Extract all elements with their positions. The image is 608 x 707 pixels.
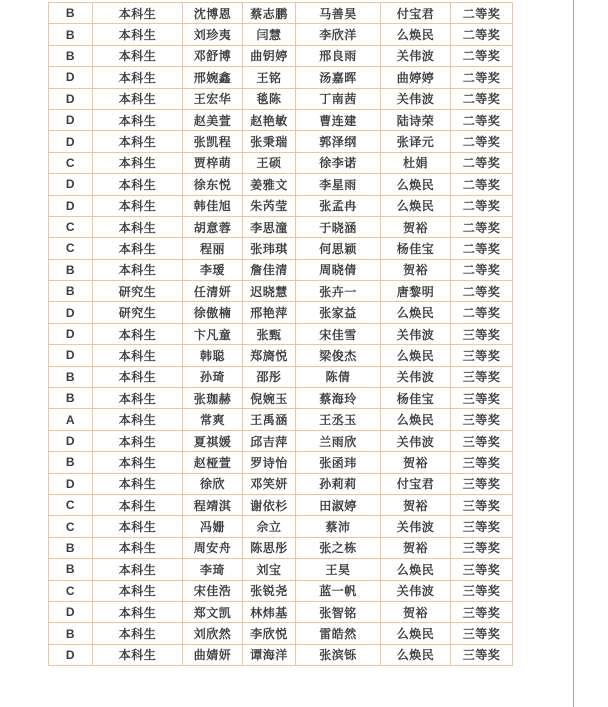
cell-member-1: 王宏华: [183, 88, 243, 109]
cell-award: 三等奖: [451, 366, 513, 387]
cell-member-1: 冯姗: [183, 516, 243, 537]
cell-member-1: 曲婧妍: [183, 644, 243, 665]
cell-advisor: 贺裕: [381, 216, 451, 237]
cell-member-3: 徐李诺: [296, 152, 381, 173]
cell-student-type: 研究生: [93, 281, 183, 302]
cell-member-2: 邢艳萍: [243, 302, 296, 323]
cell-member-1: 任清妍: [183, 281, 243, 302]
table-row: [49, 430, 513, 451]
cell-member-3: 张卉一: [296, 281, 381, 302]
cell-group: D: [49, 195, 93, 216]
cell-member-3: 梁俊杰: [296, 345, 381, 366]
cell-advisor: 贺裕: [381, 537, 451, 558]
cell-member-1: 徐东悦: [183, 174, 243, 195]
cell-award: 二等奖: [451, 195, 513, 216]
cell-member-3: 孙莉莉: [296, 473, 381, 494]
cell-member-2: 姜雅文: [243, 174, 296, 195]
cell-member-3: 蓝一帆: [296, 580, 381, 601]
cell-advisor: 陆诗荣: [381, 109, 451, 130]
cell-member-1: 李瑷: [183, 259, 243, 280]
cell-member-3: 郭泽纲: [296, 131, 381, 152]
cell-member-1: 沈博恩: [183, 3, 243, 24]
table-row: [49, 494, 513, 515]
cell-group: B: [49, 452, 93, 473]
cell-advisor: 贺裕: [381, 452, 451, 473]
cell-student-type: 本科生: [93, 388, 183, 409]
cell-group: C: [49, 216, 93, 237]
cell-member-1: 李琦: [183, 559, 243, 580]
cell-group: B: [49, 281, 93, 302]
cell-student-type: 本科生: [93, 366, 183, 387]
cell-award: 二等奖: [451, 174, 513, 195]
cell-award: 二等奖: [451, 3, 513, 24]
cell-member-3: 蔡海玲: [296, 388, 381, 409]
cell-member-3: 于晓涵: [296, 216, 381, 237]
cell-member-3: 张之栋: [296, 537, 381, 558]
cell-member-2: 李欣悦: [243, 623, 296, 644]
cell-member-1: 张珈赫: [183, 388, 243, 409]
cell-member-3: 王昊: [296, 559, 381, 580]
cell-student-type: 本科生: [93, 323, 183, 344]
cell-award: 二等奖: [451, 281, 513, 302]
cell-advisor: 么焕民: [381, 409, 451, 430]
cell-member-1: 赵美萱: [183, 109, 243, 130]
cell-advisor: 关伟波: [381, 323, 451, 344]
cell-student-type: 本科生: [93, 195, 183, 216]
cell-award: 三等奖: [451, 537, 513, 558]
table-row: [49, 580, 513, 601]
cell-student-type: 本科生: [93, 537, 183, 558]
cell-group: D: [49, 109, 93, 130]
cell-student-type: 本科生: [93, 174, 183, 195]
table-row: [49, 559, 513, 580]
table-row: [49, 516, 513, 537]
cell-student-type: 本科生: [93, 131, 183, 152]
cell-award: 三等奖: [451, 473, 513, 494]
cell-member-1: 赵桠萱: [183, 452, 243, 473]
cell-advisor: 张译元: [381, 131, 451, 152]
cell-member-1: 夏祺媛: [183, 430, 243, 451]
cell-student-type: 本科生: [93, 559, 183, 580]
cell-member-2: 刘宝: [243, 559, 296, 580]
cell-student-type: 本科生: [93, 3, 183, 24]
cell-advisor: 杨佳宝: [381, 388, 451, 409]
cell-award: 三等奖: [451, 409, 513, 430]
cell-award: 二等奖: [451, 238, 513, 259]
cell-award: 三等奖: [451, 494, 513, 515]
cell-member-3: 丁南茜: [296, 88, 381, 109]
cell-award: 二等奖: [451, 88, 513, 109]
table-row: [49, 195, 513, 216]
cell-advisor: 关伟波: [381, 366, 451, 387]
cell-student-type: 本科生: [93, 238, 183, 259]
cell-member-3: 李欣洋: [296, 24, 381, 45]
cell-member-2: 陈思彤: [243, 537, 296, 558]
cell-member-2: 蔡志鹏: [243, 3, 296, 24]
cell-advisor: 么焕民: [381, 559, 451, 580]
cell-student-type: 本科生: [93, 473, 183, 494]
cell-award: 二等奖: [451, 45, 513, 66]
cell-group: C: [49, 494, 93, 515]
cell-award: 三等奖: [451, 345, 513, 366]
cell-member-3: 何思颖: [296, 238, 381, 259]
table-row: [49, 24, 513, 45]
cell-award: 三等奖: [451, 323, 513, 344]
cell-advisor: 杜娟: [381, 152, 451, 173]
cell-group: A: [49, 409, 93, 430]
cell-group: B: [49, 537, 93, 558]
cell-student-type: 本科生: [93, 623, 183, 644]
cell-group: B: [49, 559, 93, 580]
cell-advisor: 关伟波: [381, 45, 451, 66]
cell-member-1: 邓舒博: [183, 45, 243, 66]
cell-member-1: 周安舟: [183, 537, 243, 558]
table-row: [49, 409, 513, 430]
cell-member-1: 郑文凯: [183, 601, 243, 622]
cell-student-type: 本科生: [93, 409, 183, 430]
cell-advisor: 贺裕: [381, 601, 451, 622]
cell-member-3: 周晓倩: [296, 259, 381, 280]
cell-student-type: 本科生: [93, 516, 183, 537]
cell-student-type: 本科生: [93, 45, 183, 66]
cell-member-2: 邵彤: [243, 366, 296, 387]
table-row: [49, 644, 513, 665]
cell-member-3: 蔡沛: [296, 516, 381, 537]
cell-member-1: 邢婉鑫: [183, 67, 243, 88]
table-row: [49, 216, 513, 237]
cell-member-3: 张滨铄: [296, 644, 381, 665]
cell-student-type: 本科生: [93, 259, 183, 280]
cell-member-3: 张家益: [296, 302, 381, 323]
cell-award: 二等奖: [451, 152, 513, 173]
cell-advisor: 关伟波: [381, 88, 451, 109]
cell-advisor: 关伟波: [381, 516, 451, 537]
table-row: [49, 345, 513, 366]
cell-advisor: 么焕民: [381, 24, 451, 45]
cell-award: 二等奖: [451, 302, 513, 323]
cell-member-1: 韩聪: [183, 345, 243, 366]
cell-group: B: [49, 623, 93, 644]
cell-group: D: [49, 345, 93, 366]
cell-member-2: 邱吉萍: [243, 430, 296, 451]
cell-group: B: [49, 388, 93, 409]
cell-member-1: 贾梓萌: [183, 152, 243, 173]
cell-member-2: 李思潼: [243, 216, 296, 237]
cell-group: D: [49, 430, 93, 451]
cell-group: B: [49, 259, 93, 280]
cell-member-2: 王硕: [243, 152, 296, 173]
cell-member-1: 刘欣然: [183, 623, 243, 644]
cell-member-2: 张秉瑞: [243, 131, 296, 152]
table-row: [49, 366, 513, 387]
cell-student-type: 本科生: [93, 430, 183, 451]
table-row: [49, 109, 513, 130]
cell-advisor: 么焕民: [381, 345, 451, 366]
cell-member-1: 张凯程: [183, 131, 243, 152]
cell-group: B: [49, 366, 93, 387]
cell-award: 三等奖: [451, 559, 513, 580]
cell-award: 三等奖: [451, 580, 513, 601]
cell-group: D: [49, 67, 93, 88]
cell-group: D: [49, 601, 93, 622]
cell-member-2: 王铭: [243, 67, 296, 88]
cell-award: 三等奖: [451, 516, 513, 537]
cell-member-3: 汤嘉晖: [296, 67, 381, 88]
cell-advisor: 贺裕: [381, 259, 451, 280]
cell-award: 三等奖: [451, 388, 513, 409]
cell-group: D: [49, 131, 93, 152]
cell-advisor: 付宝君: [381, 473, 451, 494]
cell-member-1: 胡意蓉: [183, 216, 243, 237]
cell-member-1: 程丽: [183, 238, 243, 259]
cell-member-2: 罗诗怡: [243, 452, 296, 473]
cell-group: D: [49, 88, 93, 109]
cell-student-type: 研究生: [93, 302, 183, 323]
cell-group: D: [49, 473, 93, 494]
table-row: [49, 67, 513, 88]
cell-student-type: 本科生: [93, 67, 183, 88]
cell-group: B: [49, 45, 93, 66]
table-row: [49, 152, 513, 173]
cell-member-1: 徐傲楠: [183, 302, 243, 323]
table-row: [49, 45, 513, 66]
cell-group: C: [49, 516, 93, 537]
cell-advisor: 杨佳宝: [381, 238, 451, 259]
cell-member-1: 徐欣: [183, 473, 243, 494]
cell-award: 三等奖: [451, 623, 513, 644]
cell-member-2: 张锐尧: [243, 580, 296, 601]
cell-member-2: 曲钥婷: [243, 45, 296, 66]
cell-member-2: 朱芮莹: [243, 195, 296, 216]
cell-advisor: 付宝君: [381, 3, 451, 24]
cell-member-1: 卞凡童: [183, 323, 243, 344]
cell-student-type: 本科生: [93, 24, 183, 45]
cell-group: B: [49, 3, 93, 24]
cell-award: 三等奖: [451, 601, 513, 622]
cell-member-2: 佘立: [243, 516, 296, 537]
cell-advisor: 么焕民: [381, 302, 451, 323]
cell-group: D: [49, 302, 93, 323]
cell-member-2: 赵艳敏: [243, 109, 296, 130]
cell-student-type: 本科生: [93, 345, 183, 366]
cell-member-2: 谭海洋: [243, 644, 296, 665]
cell-member-2: 王禹涵: [243, 409, 296, 430]
table-row: [49, 473, 513, 494]
cell-student-type: 本科生: [93, 216, 183, 237]
table-row: [49, 131, 513, 152]
cell-student-type: 本科生: [93, 109, 183, 130]
page-edge-line: [573, 0, 574, 707]
cell-advisor: 么焕民: [381, 644, 451, 665]
cell-member-2: 郑旖悦: [243, 345, 296, 366]
cell-student-type: 本科生: [93, 644, 183, 665]
cell-member-2: 谢依杉: [243, 494, 296, 515]
cell-student-type: 本科生: [93, 601, 183, 622]
cell-student-type: 本科生: [93, 152, 183, 173]
cell-member-1: 刘珍夷: [183, 24, 243, 45]
cell-advisor: 关伟波: [381, 430, 451, 451]
cell-advisor: 么焕民: [381, 623, 451, 644]
cell-member-3: 陈倩: [296, 366, 381, 387]
cell-student-type: 本科生: [93, 494, 183, 515]
cell-member-2: 邓笑妍: [243, 473, 296, 494]
cell-member-3: 王丞玉: [296, 409, 381, 430]
cell-group: C: [49, 238, 93, 259]
cell-member-1: 程靖淇: [183, 494, 243, 515]
cell-group: B: [49, 24, 93, 45]
table-row: [49, 323, 513, 344]
cell-student-type: 本科生: [93, 580, 183, 601]
cell-member-2: 张玮琪: [243, 238, 296, 259]
cell-member-2: 闫慧: [243, 24, 296, 45]
cell-award: 二等奖: [451, 259, 513, 280]
cell-advisor: 唐黎明: [381, 281, 451, 302]
cell-advisor: 曲婷婷: [381, 67, 451, 88]
cell-group: D: [49, 644, 93, 665]
cell-award: 三等奖: [451, 430, 513, 451]
table-row: [49, 238, 513, 259]
table-row: [49, 623, 513, 644]
cell-member-3: 宋佳雪: [296, 323, 381, 344]
cell-member-3: 张智铭: [296, 601, 381, 622]
table-row: [49, 3, 513, 24]
cell-member-2: 倪婉玉: [243, 388, 296, 409]
table-row: [49, 601, 513, 622]
table-row: [49, 302, 513, 323]
cell-group: C: [49, 580, 93, 601]
cell-award: 二等奖: [451, 24, 513, 45]
cell-award: 二等奖: [451, 216, 513, 237]
cell-member-3: 田淑婷: [296, 494, 381, 515]
cell-advisor: 么焕民: [381, 174, 451, 195]
cell-member-1: 宋佳浩: [183, 580, 243, 601]
table-row: [49, 259, 513, 280]
cell-advisor: 关伟波: [381, 580, 451, 601]
cell-award: 三等奖: [451, 644, 513, 665]
cell-member-2: 张甄: [243, 323, 296, 344]
cell-advisor: 贺裕: [381, 494, 451, 515]
cell-student-type: 本科生: [93, 452, 183, 473]
cell-group: D: [49, 174, 93, 195]
cell-student-type: 本科生: [93, 88, 183, 109]
cell-award: 二等奖: [451, 131, 513, 152]
cell-member-2: 毯陈: [243, 88, 296, 109]
table-row: [49, 281, 513, 302]
cell-member-3: 张孟冉: [296, 195, 381, 216]
cell-member-1: 孙琦: [183, 366, 243, 387]
cell-award: 二等奖: [451, 109, 513, 130]
cell-member-1: 常爽: [183, 409, 243, 430]
table-row: [49, 388, 513, 409]
table-row: [49, 174, 513, 195]
cell-group: C: [49, 152, 93, 173]
cell-member-3: 李星雨: [296, 174, 381, 195]
cell-group: D: [49, 323, 93, 344]
cell-member-3: 曹连建: [296, 109, 381, 130]
table-row: [49, 452, 513, 473]
cell-award: 三等奖: [451, 452, 513, 473]
award-table: [48, 2, 513, 666]
cell-advisor: 么焕民: [381, 195, 451, 216]
cell-member-3: 兰雨欣: [296, 430, 381, 451]
award-table-body: [49, 3, 513, 666]
cell-member-3: 邢良雨: [296, 45, 381, 66]
cell-member-2: 詹佳清: [243, 259, 296, 280]
cell-member-2: 迟晓慧: [243, 281, 296, 302]
cell-member-1: 韩佳旭: [183, 195, 243, 216]
table-row: [49, 537, 513, 558]
cell-member-3: 马善昊: [296, 3, 381, 24]
table-row: [49, 88, 513, 109]
cell-award: 二等奖: [451, 67, 513, 88]
cell-member-3: 张函玮: [296, 452, 381, 473]
cell-member-3: 雷皓然: [296, 623, 381, 644]
cell-member-2: 林炜基: [243, 601, 296, 622]
